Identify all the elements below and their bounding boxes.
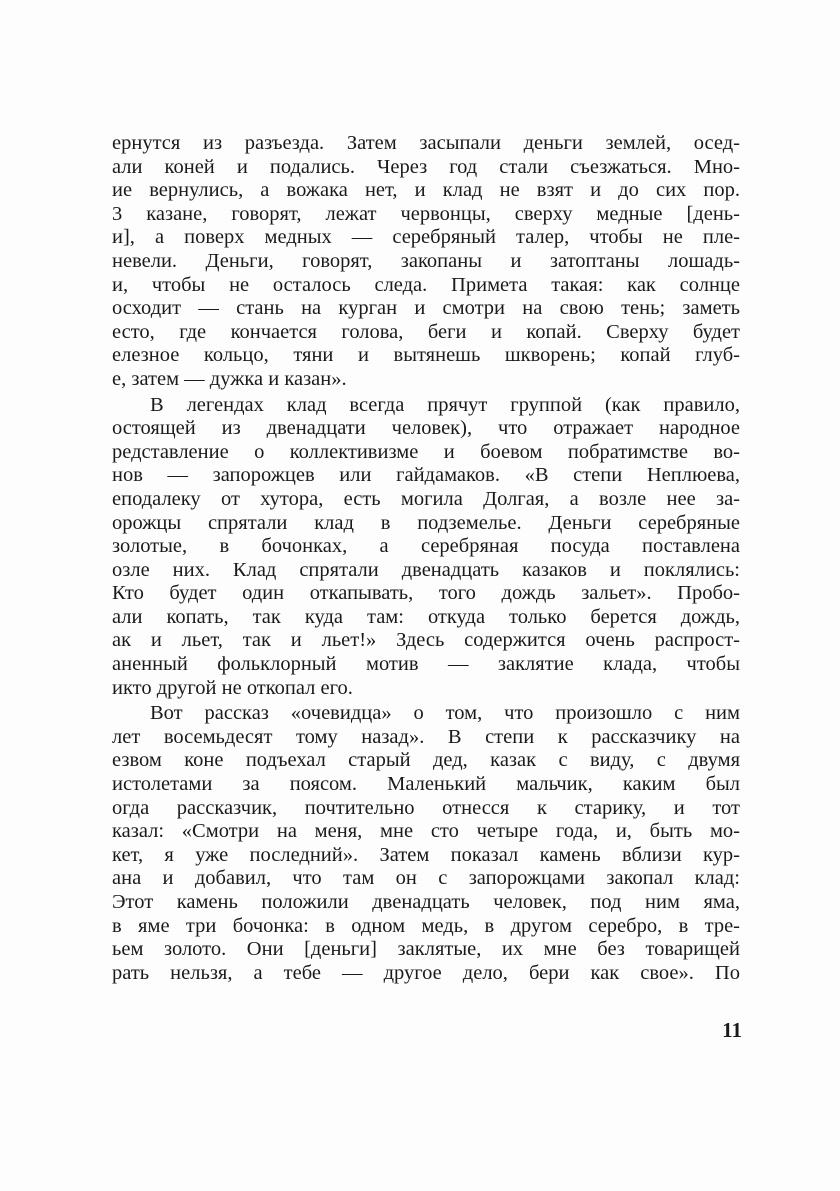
text-line: казал: «Смотри на меня, мне сто четыре года, и, быть мо- <box>112 820 740 843</box>
text-line: ернутся из разъезда. Затем засыпали деньги землей, осед- <box>112 132 740 154</box>
text-line: аненный фольклорный мотив — заклятие клада, чтобы <box>112 653 740 676</box>
text-line: Вот рассказ «очевидца» о том, что произошло с ним <box>150 702 740 725</box>
text-line: невели. Деньги, говорят, закопаны и затоптаны лошадь- <box>112 249 740 272</box>
text-block <box>112 132 740 985</box>
text-line: е, затем — дужка и казан». <box>112 367 347 390</box>
text-line: али коней и подались. Через год стали съезжаться. Мно- <box>112 155 740 178</box>
text-line: В легендах клад всегда прячут группой (как правило, <box>150 393 740 416</box>
text-line: али копать, так куда там: откуда только берется дождь, <box>112 605 740 628</box>
text-line: ьем золото. Они [деньги] заклятые, их мне без товарищей <box>112 938 740 961</box>
text-line: редставление о коллективизме и боевом побратимстве во- <box>112 440 740 463</box>
text-line: Кто будет один откапывать, того дождь зальет». Пробо- <box>112 582 740 605</box>
text-line: в яме три бочонка: в одном медь, в другом серебро, в тре- <box>112 914 740 937</box>
text-line: осходит — стань на курган и смотри на свою тень; заметь <box>112 297 740 320</box>
text-line: огда рассказчик, почтительно отнесся к старику, и тот <box>112 796 740 819</box>
text-line: Этот камень положили двенадцать человек, под ним яма, <box>112 891 740 913</box>
text-line: кет, я уже последний». Затем показал камень вблизи кур- <box>112 843 740 866</box>
text-line: и], а поверх медных — серебряный талер, чтобы не пле- <box>112 226 740 249</box>
text-line: езвом коне подъехал старый дед, казак с виду, с двумя <box>112 749 740 772</box>
text-line: икто другой не откопал его. <box>112 676 353 699</box>
text-line: ана и добавил, что там он с запорожцами закопал клад: <box>112 867 740 890</box>
text-line: озле них. Клад спрятали двенадцать казаков и поклялись: <box>112 558 740 581</box>
text-line: елезное кольцо, тяни и вытянешь шкворень; копай глуб- <box>112 344 740 367</box>
text-line: лет восемьдесят тому назад». В степи к рассказчику на <box>112 725 740 748</box>
text-line: еподалеку от хутора, есть могила Долгая, а возле нее за- <box>112 487 740 510</box>
text-line: золотые, в бочонках, а серебряная посуда поставлена <box>112 535 740 558</box>
text-line: 3 казане, говорят, лежат червонцы, сверху медные [день- <box>112 202 740 225</box>
paragraph <box>112 132 740 392</box>
page-number: 11 <box>722 1018 742 1042</box>
text-line: ак и льет, так и льет!» Здесь содержится очень распрост- <box>112 629 740 652</box>
text-line: остоящей из двенадцати человек), что отражает народное <box>112 417 740 440</box>
text-line: истолетами за поясом. Маленький мальчик, каким был <box>112 773 740 796</box>
text-line: есто, где кончается голова, беги и копай. Сверху будет <box>112 320 740 343</box>
paragraph <box>112 394 740 701</box>
text-line: нов — запорожцев или гайдамаков. «В степи Неплюева, <box>112 464 740 487</box>
text-line: рать нельзя, а тебе — другое дело, бери как свое». По <box>112 961 740 984</box>
text-line: и, чтобы не осталось следа. Примета такая: как солнце <box>112 273 740 296</box>
text-line: орожцы спрятали клад в подземелье. Деньги серебряные <box>112 511 740 534</box>
paragraph <box>112 702 740 985</box>
text-line: ие вернулись, а вожака нет, и клад не взят и до сих пор. <box>112 179 740 202</box>
